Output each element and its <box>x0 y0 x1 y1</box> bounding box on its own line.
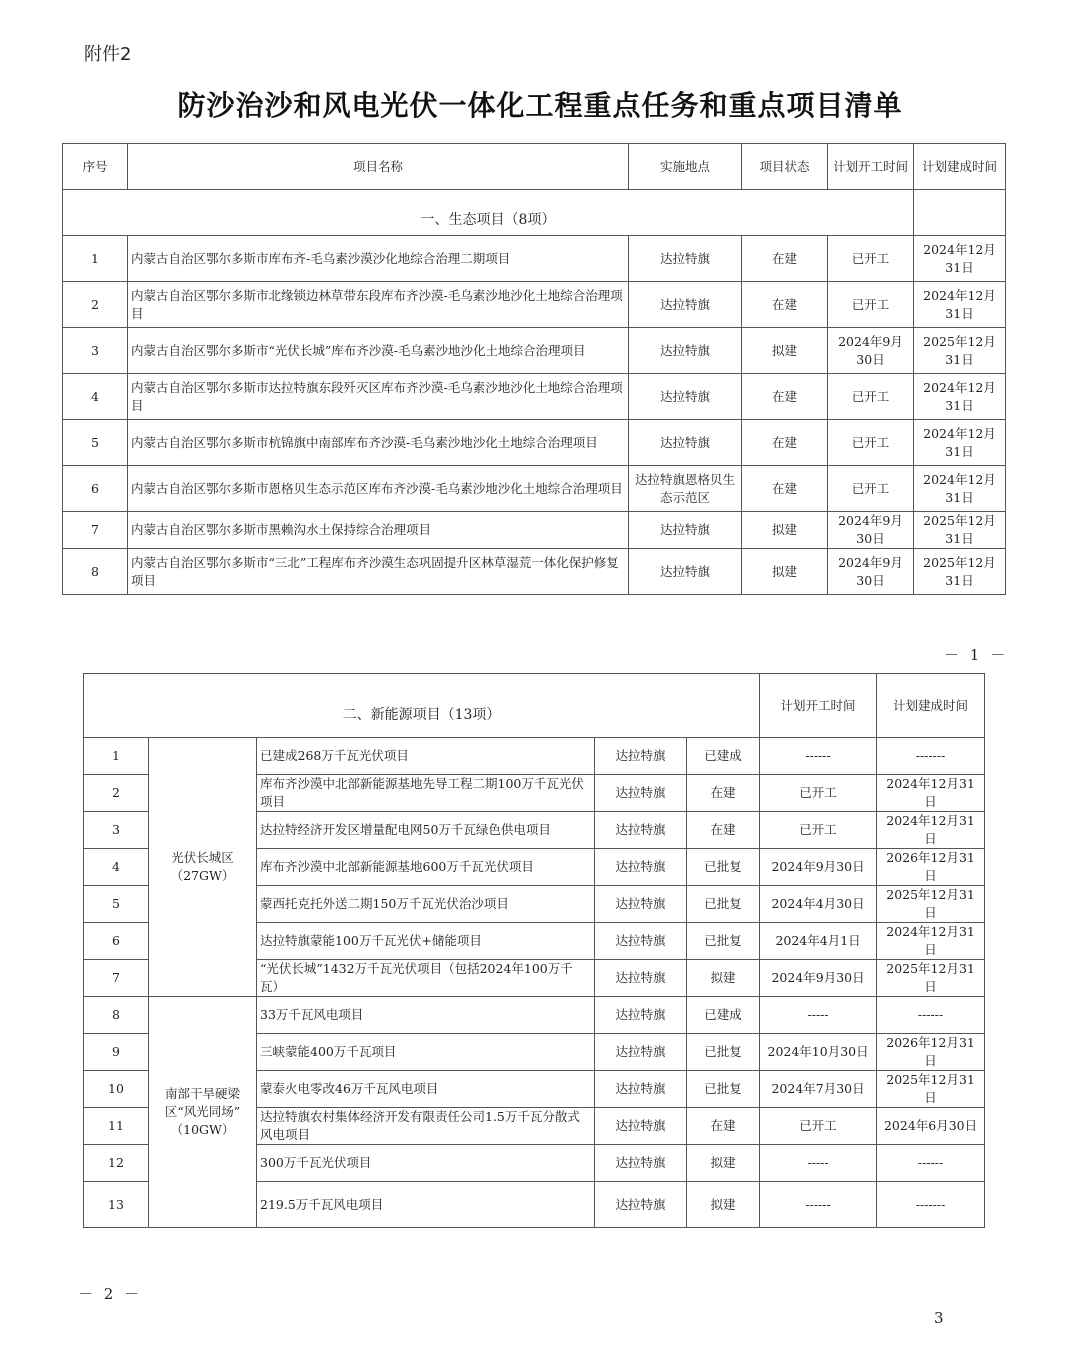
empty-cell <box>914 190 1006 236</box>
region-name: 光伏长城区 <box>171 850 234 865</box>
project-status: 已批复 <box>687 923 760 960</box>
project-status: 在建 <box>742 282 828 328</box>
project-name: 内蒙古自治区鄂尔多斯市“光伏长城”库布齐沙漠-毛乌素沙地沙化土地综合治理项目 <box>128 328 629 374</box>
project-name: “光伏长城”1432万千瓦光伏项目（包括2024年100万千瓦） <box>257 960 595 997</box>
project-name: 内蒙古自治区鄂尔多斯市库布齐-毛乌素沙漠沙化地综合治理二期项目 <box>128 236 629 282</box>
planned-completion: 2025年12月31日 <box>914 512 1006 549</box>
project-status: 拟建 <box>742 328 828 374</box>
project-status: 已批复 <box>687 849 760 886</box>
planned-completion: 2024年12月31日 <box>914 466 1006 512</box>
header-start: 计划开工时间 <box>760 674 877 738</box>
planned-completion: 2026年12月31日 <box>877 1034 985 1071</box>
planned-completion: 2025年12月31日 <box>914 328 1006 374</box>
row-number: 4 <box>84 849 149 886</box>
planned-completion: 2025年12月31日 <box>877 1071 985 1108</box>
planned-start: ----- <box>760 997 877 1034</box>
planned-start: 2024年9月30日 <box>760 849 877 886</box>
project-status: 拟建 <box>687 960 760 997</box>
page-number: － 1 － <box>944 646 1009 664</box>
page-title: 防沙治沙和风电光伏一体化工程重点任务和重点项目清单 <box>177 89 903 122</box>
planned-start: 已开工 <box>828 420 914 466</box>
project-name: 33万千瓦风电项目 <box>257 997 595 1034</box>
project-name: 蒙泰火电零改46万千瓦风电项目 <box>257 1071 595 1108</box>
planned-completion: 2025年12月31日 <box>914 549 1006 595</box>
section-title: 二、新能源项目（13项） <box>84 674 760 738</box>
table-header-row <box>63 144 1006 190</box>
project-location: 达拉特旗 <box>629 328 742 374</box>
row-number: 10 <box>84 1071 149 1108</box>
project-status: 已批复 <box>687 1071 760 1108</box>
project-location: 达拉特旗 <box>595 997 687 1034</box>
row-number: 2 <box>84 775 149 812</box>
header-no: 序号 <box>63 144 128 190</box>
project-location: 达拉特旗 <box>595 886 687 923</box>
header-end: 计划建成时间 <box>914 144 1006 190</box>
project-name: 达拉特旗农村集体经济开发有限责任公司1.5万千瓦分散式风电项目 <box>257 1108 595 1145</box>
project-location: 达拉特旗 <box>629 236 742 282</box>
planned-completion: 2025年12月31日 <box>877 886 985 923</box>
planned-start: 2024年7月30日 <box>760 1071 877 1108</box>
row-number: 6 <box>84 923 149 960</box>
project-location: 达拉特旗 <box>595 1034 687 1071</box>
project-status: 已建成 <box>687 738 760 775</box>
project-location: 达拉特旗 <box>595 1145 687 1182</box>
row-number: 13 <box>84 1182 149 1228</box>
planned-completion: ------- <box>877 738 985 775</box>
project-name: 内蒙古自治区鄂尔多斯市杭锦旗中南部库布齐沙漠-毛乌素沙地沙化土地综合治理项目 <box>128 420 629 466</box>
project-status: 已建成 <box>687 997 760 1034</box>
planned-completion: 2024年12月31日 <box>914 420 1006 466</box>
row-number: 1 <box>63 236 128 282</box>
project-status: 拟建 <box>742 512 828 549</box>
planned-completion: 2024年12月31日 <box>877 923 985 960</box>
row-number: 5 <box>63 420 128 466</box>
row-number: 4 <box>63 374 128 420</box>
planned-start: 2024年9月30日 <box>828 328 914 374</box>
ecology-project-table <box>62 143 1006 595</box>
row-number: 7 <box>84 960 149 997</box>
project-name: 300万千瓦光伏项目 <box>257 1145 595 1182</box>
planned-start: 2024年9月30日 <box>828 512 914 549</box>
planned-start: 2024年9月30日 <box>760 960 877 997</box>
table-row <box>63 282 1006 328</box>
planned-completion: ------ <box>877 997 985 1034</box>
project-status: 在建 <box>687 1108 760 1145</box>
project-location: 达拉特旗 <box>595 1182 687 1228</box>
row-number: 9 <box>84 1034 149 1071</box>
table-row <box>63 512 1006 549</box>
row-number: 6 <box>63 466 128 512</box>
project-status: 在建 <box>687 775 760 812</box>
project-status: 在建 <box>742 420 828 466</box>
planned-start: 已开工 <box>828 236 914 282</box>
planned-start: ----- <box>760 1145 877 1182</box>
project-status: 拟建 <box>687 1145 760 1182</box>
planned-start: 已开工 <box>828 374 914 420</box>
row-number: 2 <box>63 282 128 328</box>
header-place: 实施地点 <box>629 144 742 190</box>
attachment-label: 附件2 <box>84 44 132 65</box>
header-start: 计划开工时间 <box>828 144 914 190</box>
project-status: 在建 <box>742 236 828 282</box>
project-location: 达拉特旗 <box>595 1071 687 1108</box>
planned-start: ------ <box>760 738 877 775</box>
planned-start: 2024年9月30日 <box>828 549 914 595</box>
planned-completion: 2024年6月30日 <box>877 1108 985 1145</box>
planned-start: 已开工 <box>828 282 914 328</box>
planned-completion: 2024年12月31日 <box>914 236 1006 282</box>
planned-start: 2024年4月30日 <box>760 886 877 923</box>
table-row <box>63 236 1006 282</box>
project-name: 蒙西托克托外送二期150万千瓦光伏治沙项目 <box>257 886 595 923</box>
planned-start: ------ <box>760 1182 877 1228</box>
project-status: 在建 <box>687 812 760 849</box>
row-number: 11 <box>84 1108 149 1145</box>
table-row <box>63 420 1006 466</box>
header-end: 计划建成时间 <box>877 674 985 738</box>
row-number: 3 <box>63 328 128 374</box>
table-header-row <box>84 674 985 738</box>
project-location: 达拉特旗 <box>595 812 687 849</box>
project-status: 在建 <box>742 374 828 420</box>
table-row <box>84 738 985 775</box>
project-location: 达拉特旗 <box>629 549 742 595</box>
project-name: 已建成268万千瓦光伏项目 <box>257 738 595 775</box>
project-status: 已批复 <box>687 886 760 923</box>
row-number: 12 <box>84 1145 149 1182</box>
project-location: 达拉特旗 <box>595 923 687 960</box>
project-location: 达拉特旗 <box>629 512 742 549</box>
planned-start: 已开工 <box>760 775 877 812</box>
table-row <box>63 374 1006 420</box>
region-capacity: （27GW） <box>170 868 235 883</box>
project-name: 内蒙古自治区鄂尔多斯市北缘锁边林草带东段库布齐沙漠-毛乌素沙地沙化土地综合治理项目 <box>128 282 629 328</box>
project-name: 内蒙古自治区鄂尔多斯市“三北”工程库布齐沙漠生态巩固提升区林草湿荒一体化保护修复项目 <box>128 549 629 595</box>
planned-completion: 2026年12月31日 <box>877 849 985 886</box>
project-status: 拟建 <box>742 549 828 595</box>
planned-start: 已开工 <box>828 466 914 512</box>
region-name: 南部干旱硬梁区“风光同场” <box>164 1086 241 1119</box>
project-name: 库布齐沙漠中北部新能源基地600万千瓦光伏项目 <box>257 849 595 886</box>
project-name: 内蒙古自治区鄂尔多斯市恩格贝生态示范区库布齐沙漠-毛乌素沙地沙化土地综合治理项目 <box>128 466 629 512</box>
project-status: 拟建 <box>687 1182 760 1228</box>
section-row <box>63 190 1006 236</box>
project-location: 达拉特旗 <box>595 1108 687 1145</box>
row-number: 1 <box>84 738 149 775</box>
planned-start: 已开工 <box>760 812 877 849</box>
new-energy-project-table <box>83 673 985 1228</box>
project-status: 在建 <box>742 466 828 512</box>
page-number: － 2 － <box>78 1285 143 1303</box>
project-location: 达拉特旗 <box>629 282 742 328</box>
project-location: 达拉特旗 <box>595 738 687 775</box>
planned-start: 已开工 <box>760 1108 877 1145</box>
table-row <box>84 997 985 1034</box>
project-name: 库布齐沙漠中北部新能源基地先导工程二期100万千瓦光伏项目 <box>257 775 595 812</box>
table-row <box>63 328 1006 374</box>
project-location: 达拉特旗恩格贝生态示范区 <box>629 466 742 512</box>
page-number: 3 <box>934 1309 944 1327</box>
row-number: 7 <box>63 512 128 549</box>
planned-completion: ------ <box>877 1145 985 1182</box>
section-title: 一、生态项目（8项） <box>63 190 914 236</box>
project-status: 已批复 <box>687 1034 760 1071</box>
project-location: 达拉特旗 <box>595 960 687 997</box>
row-number: 8 <box>63 549 128 595</box>
region-capacity: （10GW） <box>170 1122 235 1137</box>
planned-completion: 2024年12月31日 <box>877 775 985 812</box>
planned-completion: 2024年12月31日 <box>877 812 985 849</box>
row-number: 5 <box>84 886 149 923</box>
header-status: 项目状态 <box>742 144 828 190</box>
planned-start: 2024年10月30日 <box>760 1034 877 1071</box>
project-name: 三峡蒙能400万千瓦项目 <box>257 1034 595 1071</box>
project-name: 达拉特经济开发区增量配电网50万千瓦绿色供电项目 <box>257 812 595 849</box>
project-name: 219.5万千瓦风电项目 <box>257 1182 595 1228</box>
project-location: 达拉特旗 <box>629 374 742 420</box>
row-number: 3 <box>84 812 149 849</box>
project-name: 内蒙古自治区鄂尔多斯市黑赖沟水土保持综合治理项目 <box>128 512 629 549</box>
project-location: 达拉特旗 <box>595 849 687 886</box>
planned-completion: 2024年12月31日 <box>914 282 1006 328</box>
table-row <box>63 549 1006 595</box>
planned-completion: 2025年12月31日 <box>877 960 985 997</box>
project-location: 达拉特旗 <box>595 775 687 812</box>
project-name: 达拉特旗蒙能100万千瓦光伏+储能项目 <box>257 923 595 960</box>
table-row <box>63 466 1006 512</box>
project-name: 内蒙古自治区鄂尔多斯市达拉特旗东段歼灭区库布齐沙漠-毛乌素沙地沙化土地综合治理项目 <box>128 374 629 420</box>
project-location: 达拉特旗 <box>629 420 742 466</box>
region-group <box>149 738 257 997</box>
row-number: 8 <box>84 997 149 1034</box>
region-group <box>149 997 257 1228</box>
header-name: 项目名称 <box>128 144 629 190</box>
planned-start: 2024年4月1日 <box>760 923 877 960</box>
planned-completion: 2024年12月31日 <box>914 374 1006 420</box>
planned-completion: ------- <box>877 1182 985 1228</box>
